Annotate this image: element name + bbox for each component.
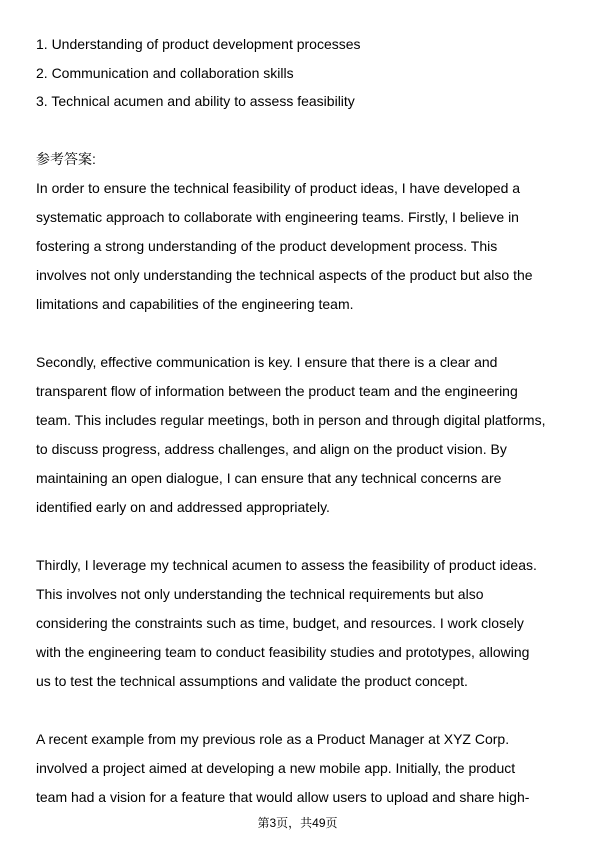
answer-paragraph: Thirdly, I leverage my technical acumen to assess the feasibility of product ideas. This involves not only understanding the technical requirements but also considering the constraints such as time, budget, and resources. I work closely with the engineering team to conduct feasibility studies and prototypes, allowing us to test the technical assumptions and validate the product concept. bbox=[36, 556, 537, 689]
page-footer: 第3页，共49页 bbox=[257, 816, 338, 830]
answer-paragraph: Secondly, effective communication is key. I ensure that there is a clear and transparent flow of information between the product team and the engineering team. This includes regular meetings, both in person and through digital platforms, to discuss progress, address challenges, and align on the product vision. By maintaining an open dialogue, I can ensure that any technical concerns are identified early on and addressed appropriately. bbox=[36, 353, 546, 515]
answer-body bbox=[36, 174, 566, 812]
page-content bbox=[36, 30, 566, 812]
criteria-item: 3. Technical acumen and ability to assess feasibility bbox=[36, 93, 355, 109]
criteria-item: 2. Communication and collaboration skills bbox=[36, 64, 294, 81]
answer-paragraph: In order to ensure the technical feasibility of product ideas, I have developed a systematic approach to collaborate with engineering teams. Firstly, I believe in fostering a strong understanding of the product development process. This involves not only understanding the technical aspects of the product but also the limitations and capabilities of the engineering team. bbox=[36, 179, 533, 312]
answer-heading: 参考答案: bbox=[36, 150, 96, 167]
answer-paragraph: A recent example from my previous role as a Product Manager at XYZ Corp. involved a project aimed at developing a new mobile app. Initially, the product team had a vision for a feature that would allow users to upload and share high- bbox=[36, 730, 530, 805]
criteria-list bbox=[36, 30, 566, 116]
criteria-item: 1. Understanding of product development processes bbox=[36, 36, 361, 52]
